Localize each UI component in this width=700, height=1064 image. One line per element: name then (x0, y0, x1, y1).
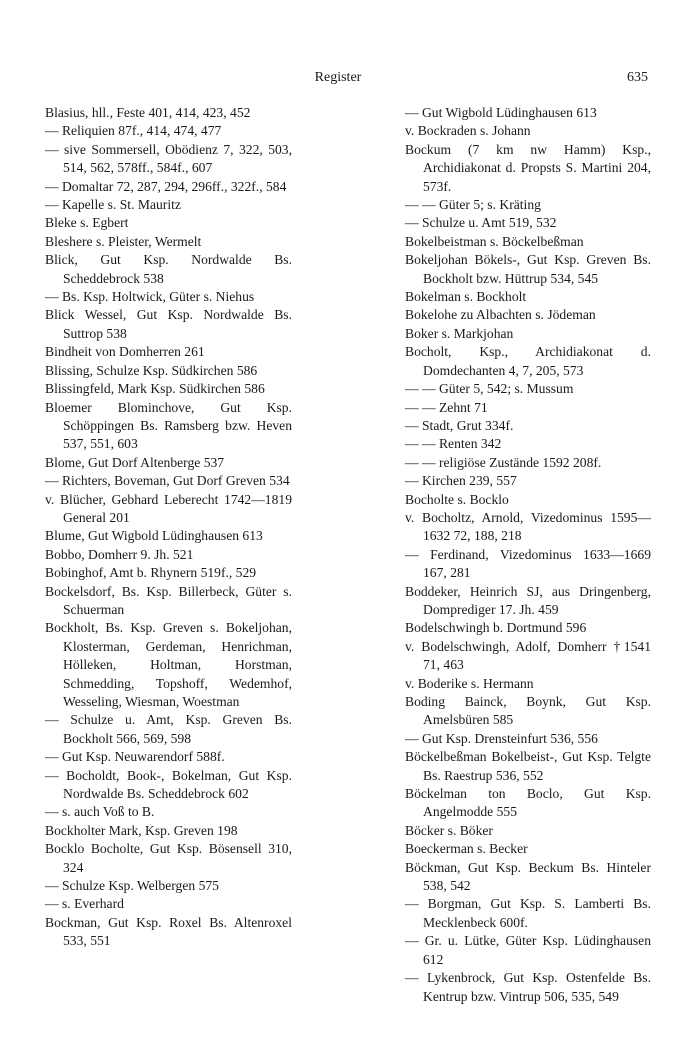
index-entry: — sive Sommersell, Obödienz 7, 322, 503, 514, 562, 578ff., 584f., 607 (45, 141, 292, 176)
index-entry: Bobbo, Domherr 9. Jh. 521 (45, 546, 194, 562)
index-entry: — Gr. u. Lütke, Güter Ksp. Lüdinghausen 612 (405, 933, 651, 967)
index-entry: Bokelman s. Bockholt (405, 289, 527, 305)
index-entry: — — religiöse Zustände 1592 208f. (405, 454, 602, 470)
index-entry: — s. Everhard (45, 896, 124, 912)
index-entry: Böckelbeßman Bokelbeist-, Gut Ksp. Telgte Bs. Raestrup 536, 552 (405, 749, 651, 783)
index-entry: Blasius, hll., Feste 401, 414, 423, 452 (45, 105, 251, 120)
index-entry: Blissingfeld, Mark Ksp. Südkirchen 586 (45, 381, 265, 397)
index-entry: Bockholt, Bs. Ksp. Greven s. Bokeljohan, Klosterman, Gerdeman, Henrichman, Hölleken, Holtman, Horstman, Schmedding, Topshoff, Wedemhof, Wesseling, Wiesman, Woestman (45, 620, 292, 709)
index-entry: Boding Bainck, Boynk, Gut Ksp. Amelsbüren 585 (405, 694, 651, 728)
index-entry: v. Boderike s. Hermann (405, 675, 534, 691)
index-entry: — Gut Wigbold Lüdinghausen 613 (405, 105, 597, 120)
index-entry: — — Renten 342 (405, 436, 502, 452)
index-entry: Bokelbeistman s. Böckelbeßman (405, 233, 584, 249)
index-entry: Blick, Gut Ksp. Nordwalde Bs. Scheddebrock 538 (45, 252, 292, 286)
index-entry: — Schulze Ksp. Welbergen 575 (45, 878, 219, 894)
running-header-title: Register (314, 70, 362, 85)
index-entry: Bodelschwingh b. Dortmund 596 (405, 620, 587, 636)
index-entry: — Lykenbrock, Gut Ksp. Ostenfelde Bs. Kentrup bzw. Vintrup 506, 535, 549 (405, 970, 651, 1004)
index-entry: Bindheit von Domherren 261 (45, 344, 205, 360)
index-entry: — Schulze u. Amt 519, 532 (405, 215, 557, 231)
index-entry: — Richters, Boveman, Gut Dorf Greven 534 (45, 473, 290, 489)
index-column-left (45, 104, 292, 951)
index-entry: Bocholt, Ksp., Archidiakonat d. Domdechanten 4, 7, 205, 573 (405, 344, 651, 378)
index-entry: Bleshere s. Pleister, Wermelt (45, 233, 202, 249)
index-entry: — Gut Ksp. Neuwarendorf 588f. (45, 749, 225, 765)
index-entry: Böcker s. Böker (405, 822, 493, 838)
index-entry: Boddeker, Heinrich SJ, aus Dringenberg, Domprediger 17. Jh. 459 (405, 583, 651, 617)
index-entry: — Kapelle s. St. Mauritz (45, 197, 181, 213)
index-entry: — Ferdinand, Vizedominus 1633—1669 167, 281 (405, 546, 651, 581)
index-entry: — — Güter 5, 542; s. Mussum (405, 381, 574, 397)
index-entry: — — Zehnt 71 (405, 399, 488, 415)
index-entry: Bocklo Bocholte, Gut Ksp. Bösensell 310, 324 (45, 841, 292, 875)
index-entry: Bocholte s. Bocklo (405, 491, 509, 507)
index-entry: v. Bockraden s. Johann (405, 123, 531, 139)
index-entry: — — Güter 5; s. Kräting (405, 197, 541, 213)
index-entry: — Reliquien 87f., 414, 474, 477 (45, 123, 222, 139)
index-entry: Boker s. Markjohan (405, 325, 514, 341)
index-entry: Boeckerman s. Becker (405, 841, 528, 857)
page-number: 635 (627, 70, 648, 85)
index-entry: Bleke s. Egbert (45, 215, 129, 231)
index-entry: Bloemer Blominchove, Gut Ksp. Schöppingen Bs. Ramsberg bzw. Heven 537, 551, 603 (45, 399, 292, 452)
index-entry: Blick Wessel, Gut Ksp. Nordwalde Bs. Suttrop 538 (45, 307, 292, 341)
index-column-right (405, 104, 651, 1006)
index-entry: — Bs. Ksp. Holtwick, Güter s. Niehus (45, 289, 255, 305)
index-entry: — Kirchen 239, 557 (405, 473, 517, 489)
index-entry: — Schulze u. Amt, Ksp. Greven Bs. Bockholt 566, 569, 598 (45, 712, 292, 746)
index-entry: Bockelsdorf, Bs. Ksp. Billerbeck, Güter s. Schuerman (45, 583, 292, 617)
index-entry: Böckman, Gut Ksp. Beckum Bs. Hinteler 538, 542 (405, 859, 651, 894)
index-entry: Bockum (7 km nw Hamm) Ksp., Archidiakonat d. Propsts S. Martini 204, 573f. (405, 141, 651, 194)
index-entry: — Bocholdt, Book-, Bokelman, Gut Ksp. Nordwalde Bs. Scheddebrock 602 (45, 767, 292, 802)
index-entry: — Domaltar 72, 287, 294, 296ff., 322f., 584 (45, 178, 287, 194)
index-entry: — Stadt, Grut 334f. (405, 417, 514, 433)
index-entry: v. Bocholtz, Arnold, Vizedominus 1595—1632 72, 188, 218 (405, 509, 651, 544)
index-entry: Blissing, Schulze Ksp. Südkirchen 586 (45, 362, 258, 378)
index-entry: Blome, Gut Dorf Altenberge 537 (45, 454, 225, 470)
index-entry: Bokelohe zu Albachten s. Jödeman (405, 307, 596, 323)
index-entry: — s. auch Voß to B. (45, 804, 155, 820)
index-entry: Bobinghof, Amt b. Rhynern 519f., 529 (45, 565, 257, 581)
index-entry: Bockman, Gut Ksp. Roxel Bs. Altenroxel 533, 551 (45, 914, 292, 949)
index-entry: Blume, Gut Wigbold Lüdinghausen 613 (45, 528, 263, 544)
index-entry: v. Bodelschwingh, Adolf, Domherr †1541 71, 463 (405, 638, 651, 673)
index-entry: v. Blücher, Gebhard Leberecht 1742—1819 General 201 (45, 491, 292, 525)
index-entry: Bokeljohan Bökels-, Gut Ksp. Greven Bs. Bockholt bzw. Hüttrup 534, 545 (405, 252, 651, 286)
index-entry: Bockholter Mark, Ksp. Greven 198 (45, 822, 238, 838)
index-entry: Böckelman ton Boclo, Gut Ksp. Angelmodde 555 (405, 786, 651, 820)
index-entry: — Gut Ksp. Drensteinfurt 536, 556 (405, 730, 598, 746)
index-entry: — Borgman, Gut Ksp. S. Lamberti Bs. Mecklenbeck 600f. (405, 896, 651, 930)
